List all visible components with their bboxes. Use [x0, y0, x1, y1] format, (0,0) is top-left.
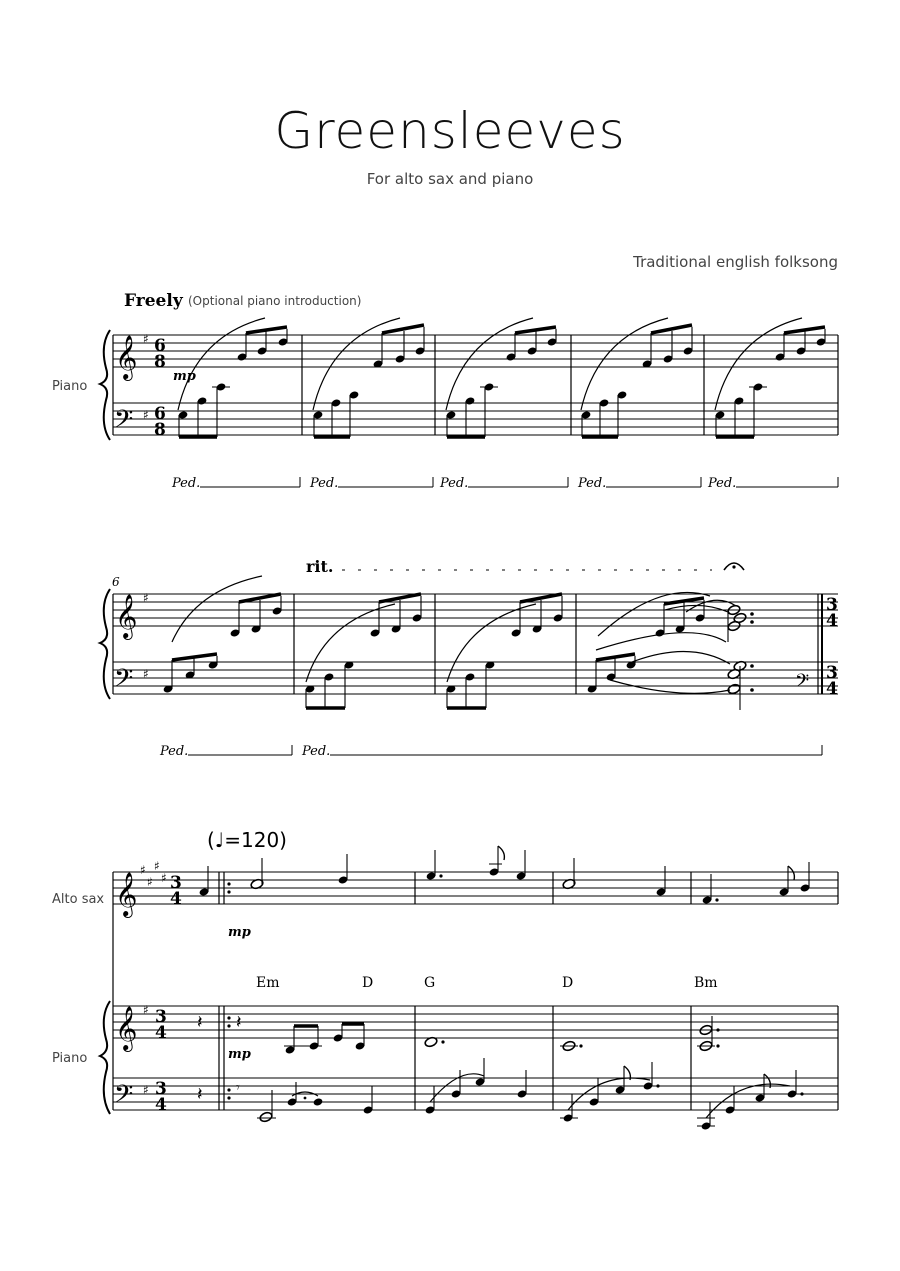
time-sig-bottom-piano-bass: 4: [155, 1095, 167, 1115]
brace-icon: [100, 330, 110, 440]
piano-label: Piano: [52, 379, 88, 394]
svg-text:𝄾: 𝄾: [236, 1080, 240, 1096]
treble-clef-icon: 𝄞: [115, 872, 138, 916]
svg-text:3: 3: [826, 595, 838, 615]
time-sig-bottom-piano: 4: [155, 1023, 167, 1043]
bass-clef-icon: 𝄢: [114, 664, 134, 699]
time-sig-top-bass: 6: [154, 404, 166, 424]
key-signature-sax: [140, 859, 167, 889]
rit-text: rit.: [306, 557, 334, 576]
dynamic-mark: mp: [173, 369, 196, 384]
bass-clef-icon: 𝄢: [114, 1080, 134, 1115]
time-change-2: [795, 595, 838, 699]
time-sig-top-treble: 6: [154, 336, 166, 356]
chord-symbol: D: [362, 975, 374, 991]
system2-notes: [163, 576, 754, 710]
time-sig-bottom-sax: 4: [170, 889, 182, 909]
svg-text:♯: ♯: [140, 863, 146, 877]
sharp-icon: ♯: [143, 667, 149, 681]
tempo-note: (Optional piano introduction): [188, 294, 362, 308]
sharp-icon: ♯: [143, 1003, 149, 1017]
chord-symbol: G: [424, 975, 436, 991]
svg-text:Ped.: Ped.: [578, 476, 607, 491]
svg-text:3: 3: [826, 663, 838, 683]
chord-symbols: [256, 975, 718, 991]
staff-sax: [113, 872, 838, 904]
svg-text:♯: ♯: [154, 859, 160, 873]
svg-text:Ped.: Ped.: [440, 476, 469, 491]
svg-text:𝄽: 𝄽: [197, 1012, 203, 1033]
chord-symbol: Em: [256, 975, 280, 991]
staff-treble-2: [113, 594, 838, 626]
svg-text:Ped.: Ped.: [310, 476, 339, 491]
alto-sax-label: Alto sax: [52, 892, 105, 907]
composer-credit: Traditional english folksong: [633, 253, 838, 271]
svg-text:Ped.: Ped.: [708, 476, 737, 491]
page-title: Greensleeves: [274, 102, 626, 160]
page-subtitle: For alto sax and piano: [366, 170, 534, 188]
svg-text:𝄽: 𝄽: [197, 1084, 203, 1105]
dynamic-mark-sax: mp: [228, 925, 251, 940]
svg-text:𝄽: 𝄽: [236, 1012, 242, 1033]
sharp-icon: ♯: [143, 332, 149, 346]
piano-label-2: Piano: [52, 1051, 88, 1066]
dynamic-mark-piano: mp: [228, 1047, 251, 1062]
svg-text:Ped.: Ped.: [302, 744, 331, 759]
chord-symbol: Bm: [694, 975, 718, 991]
svg-text:Ped.: Ped.: [172, 476, 201, 491]
bass-clef-icon: 𝄢: [114, 405, 134, 440]
time-sig-top-piano: 3: [155, 1007, 167, 1027]
sharp-icon: ♯: [143, 591, 149, 605]
time-sig-bottom-bass: 8: [154, 420, 166, 440]
sharp-icon: ♯: [143, 408, 149, 422]
svg-text:4: 4: [826, 611, 838, 631]
staff-bass-3: [113, 1078, 838, 1110]
svg-text:Ped.: Ped.: [160, 744, 189, 759]
sharp-icon: ♯: [143, 1083, 149, 1097]
svg-text:♯: ♯: [161, 871, 167, 885]
svg-text:♯: ♯: [147, 875, 153, 889]
brace-icon: [100, 1001, 110, 1114]
staff-bass-1: [113, 403, 838, 435]
tempo-text: Freely: [124, 291, 183, 311]
treble-clef-icon: 𝄞: [115, 594, 138, 638]
treble-clef-icon: 𝄞: [115, 1006, 138, 1050]
bass-clef-icon: 𝄢: [795, 671, 810, 696]
staff-treble-3: [113, 1006, 838, 1038]
fermata-icon: [724, 563, 744, 570]
treble-clef-icon: 𝄞: [115, 335, 138, 379]
time-sig-top-sax: 3: [170, 873, 182, 893]
measure-number: 6: [112, 575, 120, 589]
brace-icon: [100, 589, 110, 699]
pedal-marks-1: [171, 476, 838, 491]
tempo-marking: (♩=120): [207, 828, 287, 852]
svg-text:4: 4: [826, 679, 838, 699]
piano-accompaniment: [197, 1006, 838, 1131]
time-sig-bottom-treble: 8: [154, 352, 166, 372]
chord-symbol: D: [562, 975, 574, 991]
pedal-marks-2: [159, 744, 822, 759]
time-sig-top-piano-bass: 3: [155, 1079, 167, 1099]
